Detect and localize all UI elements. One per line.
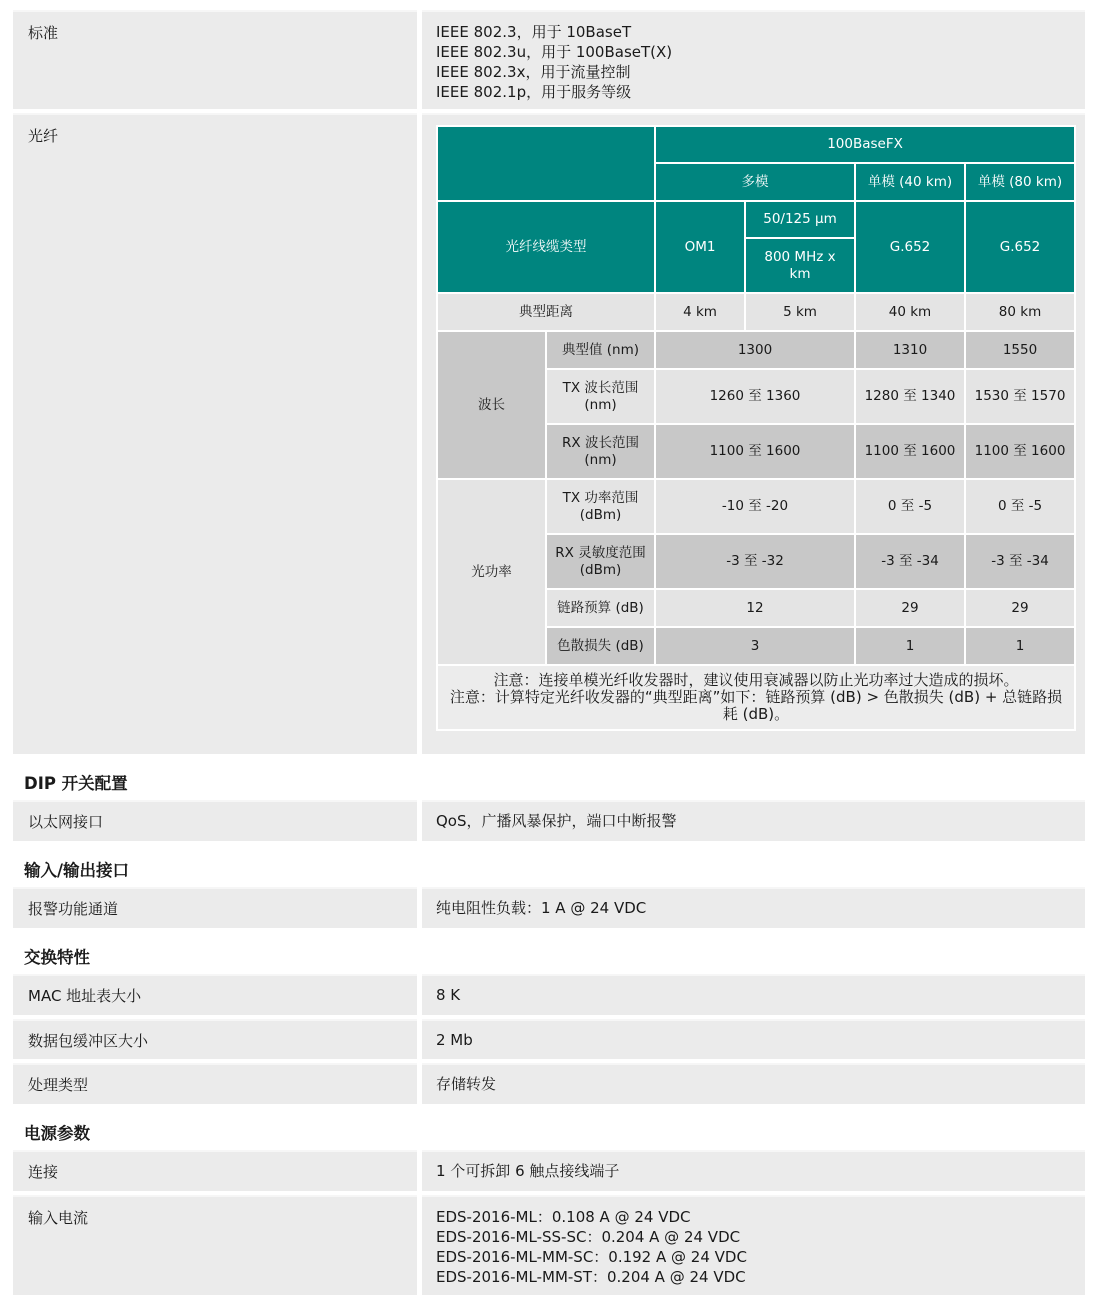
- spec-value: QoS，广播风暴保护，端口中断报警: [422, 800, 1085, 841]
- fiber-notes: [437, 665, 1075, 730]
- cable-g652: G.652: [965, 201, 1075, 293]
- cell-value: 3: [655, 627, 855, 665]
- cell-value: 0 至 -5: [855, 479, 965, 534]
- cell-value: 1: [965, 627, 1075, 665]
- cell-value: 1260 至 1360: [655, 369, 855, 424]
- cell-value: 1: [855, 627, 965, 665]
- spec-value: [422, 1195, 1085, 1295]
- spec-row-processing: [13, 1063, 1085, 1104]
- spec-label: 输入电流: [13, 1195, 417, 1295]
- spec-label: 数据包缓冲区大小: [13, 1019, 417, 1059]
- cell-value: 29: [855, 589, 965, 627]
- spec-value: [422, 113, 1085, 754]
- group-label-wavelength: 波长: [437, 331, 546, 479]
- spec-label: 报警功能通道: [13, 887, 417, 928]
- standard-line: IEEE 802.3u，用于 100BaseT(X): [436, 43, 673, 61]
- row-label: TX 功率范围 (dBm): [546, 479, 655, 534]
- header-single-40: 单模 (40 km): [855, 163, 965, 201]
- group-label-power: 光功率: [437, 479, 546, 665]
- current-line: EDS-2016-ML-SS-SC：0.204 A @ 24 VDC: [436, 1228, 741, 1246]
- spec-value: 纯电阻性负载：1 A @ 24 VDC: [422, 887, 1085, 928]
- cable-g652: G.652: [855, 201, 965, 293]
- spec-value: 1 个可拆卸 6 触点接线端子: [422, 1150, 1085, 1191]
- fiber-table: [436, 125, 1076, 731]
- note-line: 注意：计算特定光纤收发器的“典型距离”如下：链路预算 (dB) > 色散损失 (dB) + 总链路损耗 (dB)。: [449, 688, 1063, 723]
- cable-800mhz: 800 MHz x km: [745, 238, 855, 293]
- header-group: 100BaseFX: [655, 126, 1075, 163]
- spec-sheet: [13, 10, 1085, 1299]
- spec-row-input-current: [13, 1195, 1085, 1295]
- spec-row-connection: [13, 1150, 1085, 1191]
- cable-om1: OM1: [655, 201, 745, 293]
- spec-value: 8 K: [422, 974, 1085, 1015]
- spec-label: MAC 地址表大小: [13, 974, 417, 1015]
- distance-mm: 5 km: [745, 293, 855, 331]
- cell-value: 1310: [855, 331, 965, 369]
- distance-om1: 4 km: [655, 293, 745, 331]
- header-multimode: 多模: [655, 163, 855, 201]
- spec-label: 光纤: [13, 113, 417, 754]
- row-label: 典型值 (nm): [546, 331, 655, 369]
- cell-value: 1300: [655, 331, 855, 369]
- current-line: EDS-2016-ML-MM-SC：0.192 A @ 24 VDC: [436, 1248, 747, 1266]
- row-label-distance: 典型距离: [437, 293, 655, 331]
- section-title-dip: DIP 开关配置: [24, 774, 128, 793]
- section-title-io: 输入/输出接口: [24, 861, 130, 880]
- cell-value: 1550: [965, 331, 1075, 369]
- section-title-power: 电源参数: [24, 1124, 90, 1143]
- row-label: TX 波长范围 (nm): [546, 369, 655, 424]
- spec-row-fiber: [13, 113, 1085, 754]
- cell-value: -10 至 -20: [655, 479, 855, 534]
- spec-label: 连接: [13, 1150, 417, 1191]
- cell-value: -3 至 -32: [655, 534, 855, 589]
- distance-s80: 80 km: [965, 293, 1075, 331]
- row-label: 链路预算 (dB): [546, 589, 655, 627]
- spec-label: 标准: [13, 10, 417, 109]
- distance-s40: 40 km: [855, 293, 965, 331]
- spec-label: 以太网接口: [13, 800, 417, 841]
- current-line: EDS-2016-ML：0.108 A @ 24 VDC: [436, 1208, 691, 1226]
- spec-value: 2 Mb: [422, 1019, 1085, 1059]
- spec-label: 处理类型: [13, 1063, 417, 1104]
- row-label: RX 灵敏度范围 (dBm): [546, 534, 655, 589]
- spec-row-buffer: [13, 1019, 1085, 1059]
- spec-row-ethernet: [13, 800, 1085, 841]
- cell-value: 29: [965, 589, 1075, 627]
- header-cable-type: 光纤线缆类型: [437, 201, 655, 293]
- section-title-switching: 交换特性: [24, 948, 90, 967]
- cell-value: 1530 至 1570: [965, 369, 1075, 424]
- row-label: 色散损失 (dB): [546, 627, 655, 665]
- row-label: RX 波长范围 (nm): [546, 424, 655, 479]
- cell-value: 0 至 -5: [965, 479, 1075, 534]
- spec-row-standards: [13, 10, 1085, 109]
- cable-50-125: 50/125 µm: [745, 201, 855, 238]
- note-line: 注意：连接单模光纤收发器时，建议使用衰减器以防止光功率过大造成的损坏。: [493, 671, 1019, 689]
- cell-value: -3 至 -34: [855, 534, 965, 589]
- cell-value: 1280 至 1340: [855, 369, 965, 424]
- table-corner: [437, 126, 655, 201]
- header-single-80: 单模 (80 km): [965, 163, 1075, 201]
- standard-line: IEEE 802.3x，用于流量控制: [436, 63, 631, 81]
- spec-row-mac: [13, 974, 1085, 1015]
- cell-value: 1100 至 1600: [655, 424, 855, 479]
- spec-value: [422, 10, 1085, 109]
- spec-row-alarm: [13, 887, 1085, 928]
- cell-value: -3 至 -34: [965, 534, 1075, 589]
- cell-value: 1100 至 1600: [965, 424, 1075, 479]
- cell-value: 1100 至 1600: [855, 424, 965, 479]
- current-line: EDS-2016-ML-MM-ST：0.204 A @ 24 VDC: [436, 1268, 746, 1286]
- spec-value: 存储转发: [422, 1063, 1085, 1104]
- standard-line: IEEE 802.1p，用于服务等级: [436, 83, 632, 101]
- cell-value: 12: [655, 589, 855, 627]
- standard-line: IEEE 802.3，用于 10BaseT: [436, 23, 632, 41]
